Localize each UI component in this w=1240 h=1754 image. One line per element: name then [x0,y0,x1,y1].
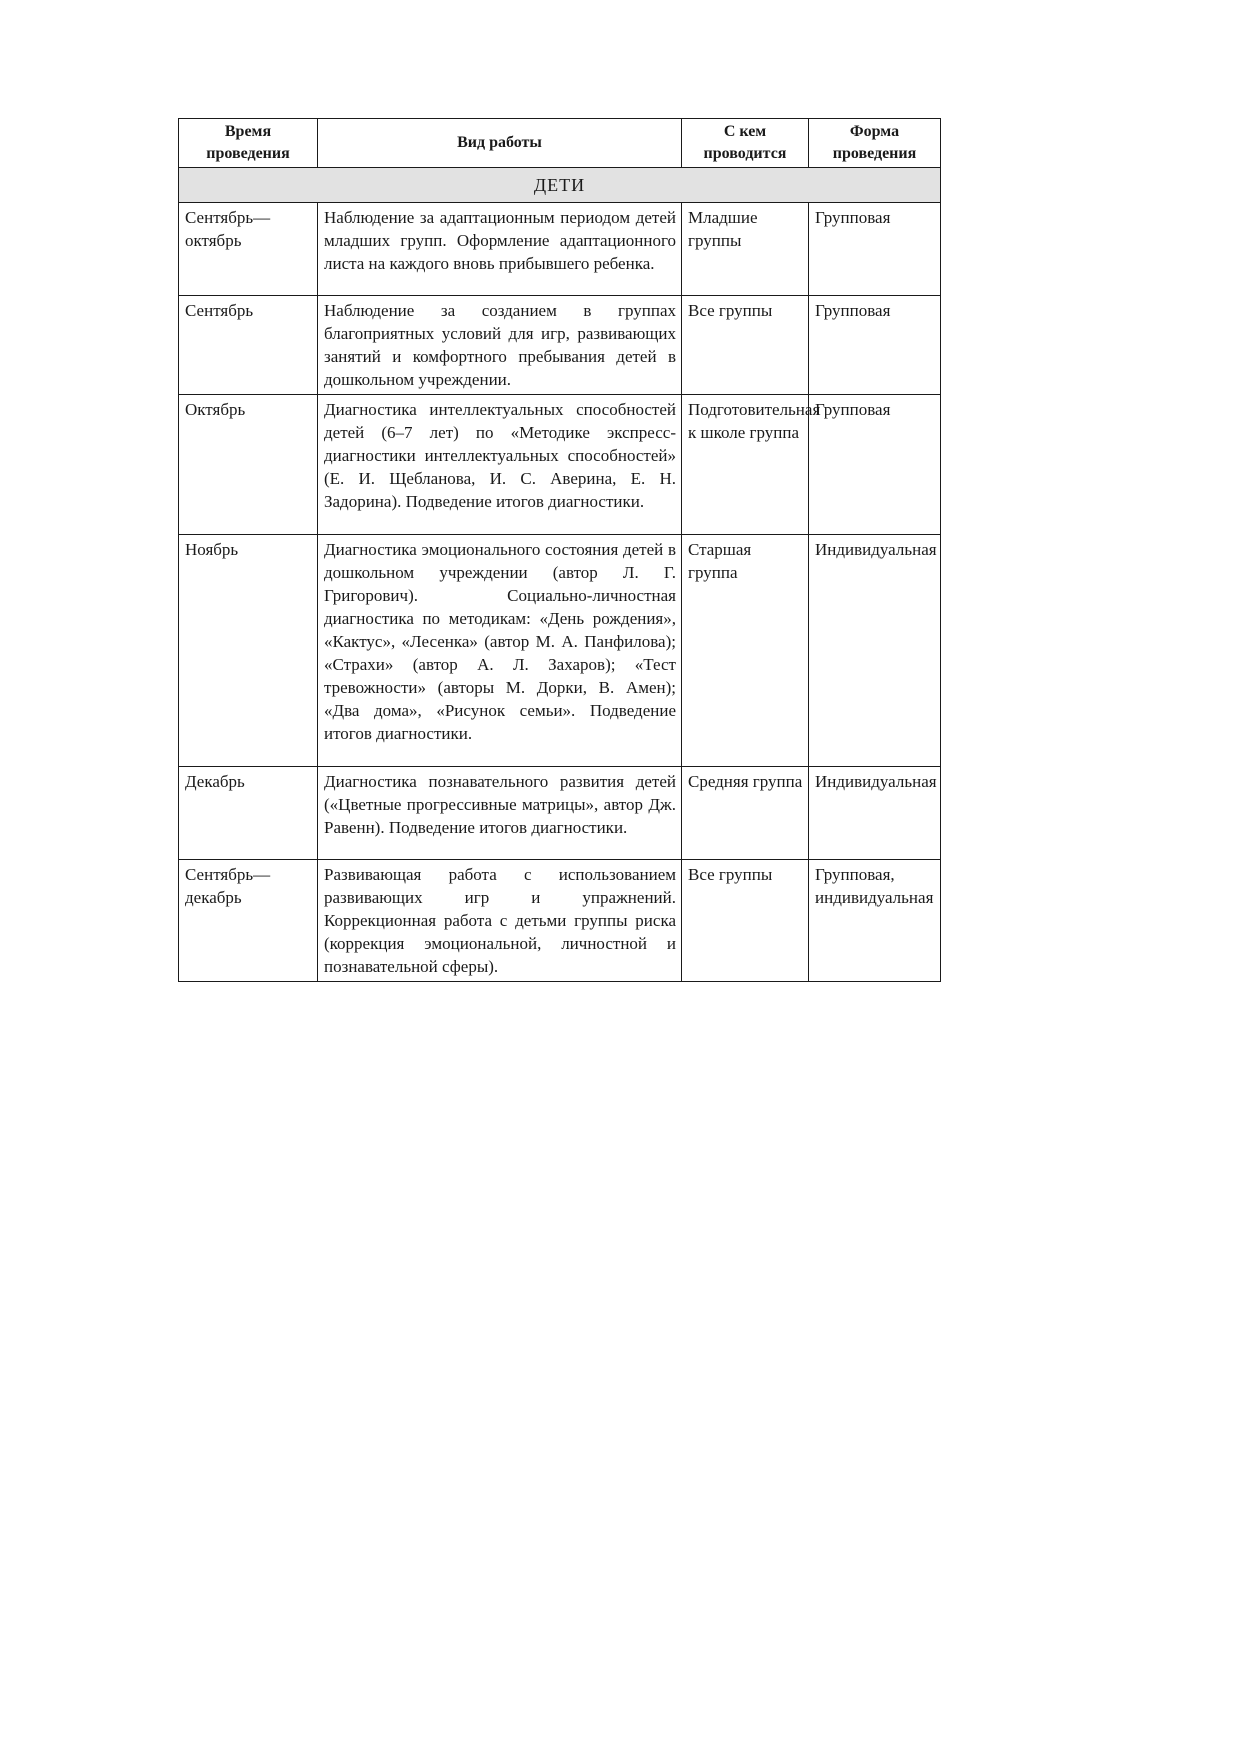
cell-with-whom: Все группы [682,860,809,982]
cell-work: Диагностика эмоционального состояния детей в дошкольном учреждении (автор Л. Г. Григорович). Социально-личностная диагностика по методикам: «День рождения», «Кактус», «Лесенка» (автор М. А. Панфилова); «Страхи» (автор А. Л. Захаров); «Тест тревожности» (авторы М. Дорки, В. Амен); «Два дома», «Рисунок семьи». Подведение итогов диагностики. [318,535,682,767]
cell-form: Групповая [809,296,941,395]
cell-work: Наблюдение за адаптационным периодом детей младших групп. Оформление адаптационного листа на каждого вновь прибывшего ребенка. [318,203,682,296]
table-row [179,395,941,535]
cell-work: Развивающая работа с использованием развивающих игр и упражнений. Коррекционная работа с детьми группы риска (коррекция эмоциональной, личностной и познавательной сферы). [318,860,682,982]
header-with-whom: С кем проводится [682,119,809,168]
table-row [179,535,941,767]
header-form: Форма проведения [809,119,941,168]
table-header-row [179,119,941,168]
cell-with-whom: Старшая группа [682,535,809,767]
cell-time: Сентябрь—октябрь [179,203,318,296]
cell-work: Диагностика интеллектуальных способностей детей (6–7 лет) по «Методике экспресс-диагностики интеллектуальных способностей» (Е. И. Щебланова, И. С. Аверина, Е. Н. Задорина). Подведение итогов диагностики. [318,395,682,535]
cell-time: Октябрь [179,395,318,535]
cell-time: Ноябрь [179,535,318,767]
cell-form: Групповая [809,395,941,535]
cell-form: Индивидуальная [809,535,941,767]
table-row [179,767,941,860]
cell-with-whom: Младшие группы [682,203,809,296]
cell-with-whom: Все группы [682,296,809,395]
section-row [179,168,941,203]
table-row [179,296,941,395]
header-time: Время проведения [179,119,318,168]
table-row [179,860,941,982]
section-title: ДЕТИ [179,168,941,203]
cell-with-whom: Средняя группа [682,767,809,860]
cell-form: Индивидуальная [809,767,941,860]
cell-work: Наблюдение за созданием в группах благоприятных условий для игр, развивающих занятий и комфортного пребывания детей в дошкольном учреждении. [318,296,682,395]
cell-time: Сентябрь [179,296,318,395]
table-row [179,203,941,296]
work-plan-table [178,118,941,982]
cell-time: Декабрь [179,767,318,860]
cell-form: Групповая [809,203,941,296]
cell-time: Сентябрь—декабрь [179,860,318,982]
cell-work: Диагностика познавательного развития детей («Цветные прогрессивные матрицы», автор Дж. Равенн). Подведение итогов диагностики. [318,767,682,860]
header-work: Вид работы [318,119,682,168]
cell-form: Групповая, индивидуальная [809,860,941,982]
cell-with-whom: Подготовительная к школе группа [682,395,809,535]
